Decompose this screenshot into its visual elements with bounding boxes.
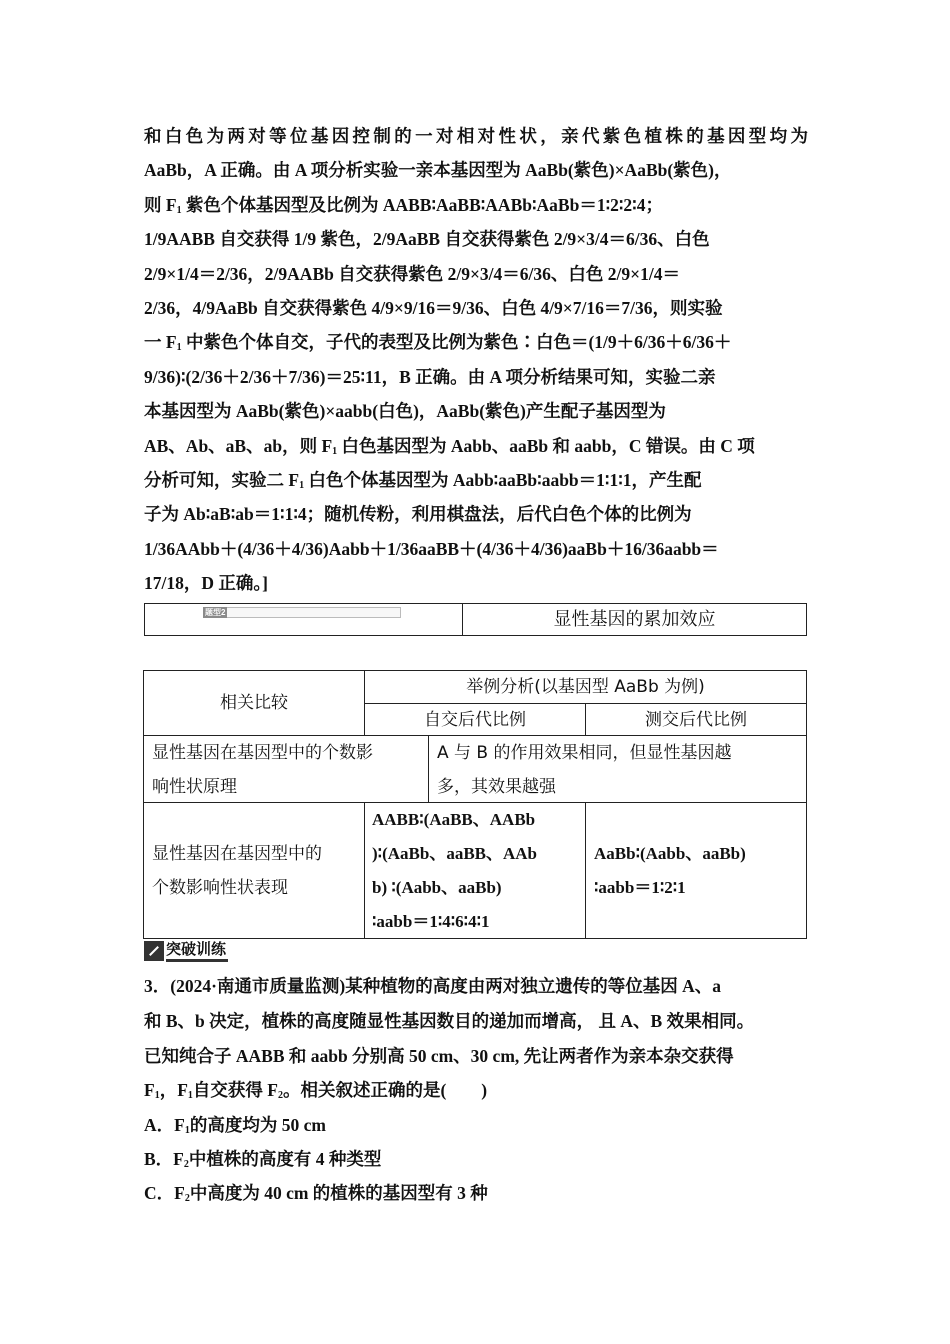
text-line: 2/36，4/9AaBb 自交获得紫色 4/9×9/16＝9/36、白色 4/9×7/16＝7/36，则实验 <box>144 298 723 319</box>
option-b: B．$F_2$中植株的高度有 4 种类型 <box>144 1149 382 1171</box>
question-line: 3．(2024·南通市质量监测)某种植物的高度由两对独立遗传的等位基因 A、a <box>144 976 722 997</box>
text-line: AB、Ab、aB、ab，则 $F_1$ 白色基因型为 Aabb、aaBb 和 aabb，C 错误。由 C 项 <box>144 435 755 457</box>
table-header-comparison: 相关比较 <box>143 670 365 736</box>
training-label: 突破训练 <box>144 940 242 962</box>
text-line: 1/9AABB 自交获得 1/9 紫色，2/9AaBB 自交获得紫色 2/9×3/4＝6/36、白色 <box>144 229 710 250</box>
table-header-test-cross: 测交后代比例 <box>585 703 807 736</box>
text-line: 17/18，D 正确。] <box>144 573 268 594</box>
section-tag <box>203 607 401 618</box>
question-block <box>144 969 808 1211</box>
text-line: 则 $F_1$ 紫色个体基因型及比例为 AABB∶AaBB∶AABb∶AaBb＝1∶2∶2∶4； <box>144 194 663 216</box>
table-row-principle-label: 显性基因在基因型中的个数影 响性状原理 <box>143 735 429 803</box>
text-line: 1/36AAbb＋(4/36＋4/36)Aabb＋1/36aaBB＋(4/36＋4/36)aaBb＋16/36aabb＝ <box>144 538 719 559</box>
option-a: A．$F_1$的高度均为 50 cm <box>144 1114 326 1136</box>
question-line: 和 B、b 决定，植株的高度随显性基因数目的递加而增高， 且 A、B 效果相同。 <box>144 1011 755 1032</box>
section-header-box <box>144 603 807 636</box>
text-line: AaBb，A 正确。由 A 项分析实验一亲本基因型为 AaBb(紫色)×AaBb(紫色)， <box>144 160 732 181</box>
comparison-table <box>143 670 807 939</box>
question-line: 已知纯合子 AABB 和 aabb 分别高 50 cm、30 cm, 先让两者作为亲本杂交获得 <box>144 1045 734 1066</box>
text-line: 子为 Ab∶aB∶ab＝1∶1∶4；随机传粉，利用棋盘法，后代白色个体的比例为 <box>144 504 692 525</box>
text-line: 9/36)∶(2/36＋2/36＋7/36)＝25∶11，B 正确。由 A 项分析结果可知，实验二亲 <box>144 366 716 387</box>
table-row-expression-test: AaBb∶(Aabb、aaBb) ∶aabb＝1∶2∶1 <box>585 802 807 939</box>
text-line: 一 $F_1$ 中紫色个体自交，子代的表型及比例为紫色∶白色＝(1/9＋6/36＋6/36＋ <box>144 332 732 354</box>
text-line: 分析可知，实验二 $F_1$ 白色个体基因型为 Aabb∶aaBb∶aabb＝1∶1∶1，产生配 <box>144 470 702 492</box>
explanation-paragraph <box>144 119 808 601</box>
option-c: C．$F_2$中高度为 40 cm 的植株的基因型有 3 种 <box>144 1183 488 1205</box>
section-title: 显性基因的累加效应 <box>553 609 716 630</box>
section-tag-label: 题型2 <box>205 608 226 617</box>
table-row-principle-value: A 与 B 的作用效果相同，但显性基因越 多，其效果越强 <box>428 735 807 803</box>
question-line: $F_1$，$F_1$自交获得 $F_2$。相关叙述正确的是( ) <box>144 1080 488 1102</box>
section-tag-bar <box>227 607 401 618</box>
text-line: 本基因型为 AaBb(紫色)×aabb(白色)，AaBb(紫色)产生配子基因型为 <box>144 401 666 422</box>
pencil-icon <box>144 941 164 961</box>
text-line: 和白色为两对等位基因控制的一对相对性状，亲代紫色植株的基因型均为 <box>144 126 808 146</box>
table-header-self-cross: 自交后代比例 <box>364 703 586 736</box>
text-line: 2/9×1/4＝2/36，2/9AABb 自交获得紫色 2/9×3/4＝6/36、白色 2/9×1/4＝ <box>144 263 680 284</box>
table-header-example: 举例分析(以基因型 AaBb 为例) <box>364 670 807 704</box>
table-row-expression-self: AABB∶(AaBB、AABb )∶(AaBb、aaBB、AAb b) ∶(Aabb、aaBb) ∶aabb＝1∶4∶6∶4∶1 <box>364 802 586 939</box>
table-row-expression-label: 显性基因在基因型中的 个数影响性状表现 <box>143 802 365 939</box>
